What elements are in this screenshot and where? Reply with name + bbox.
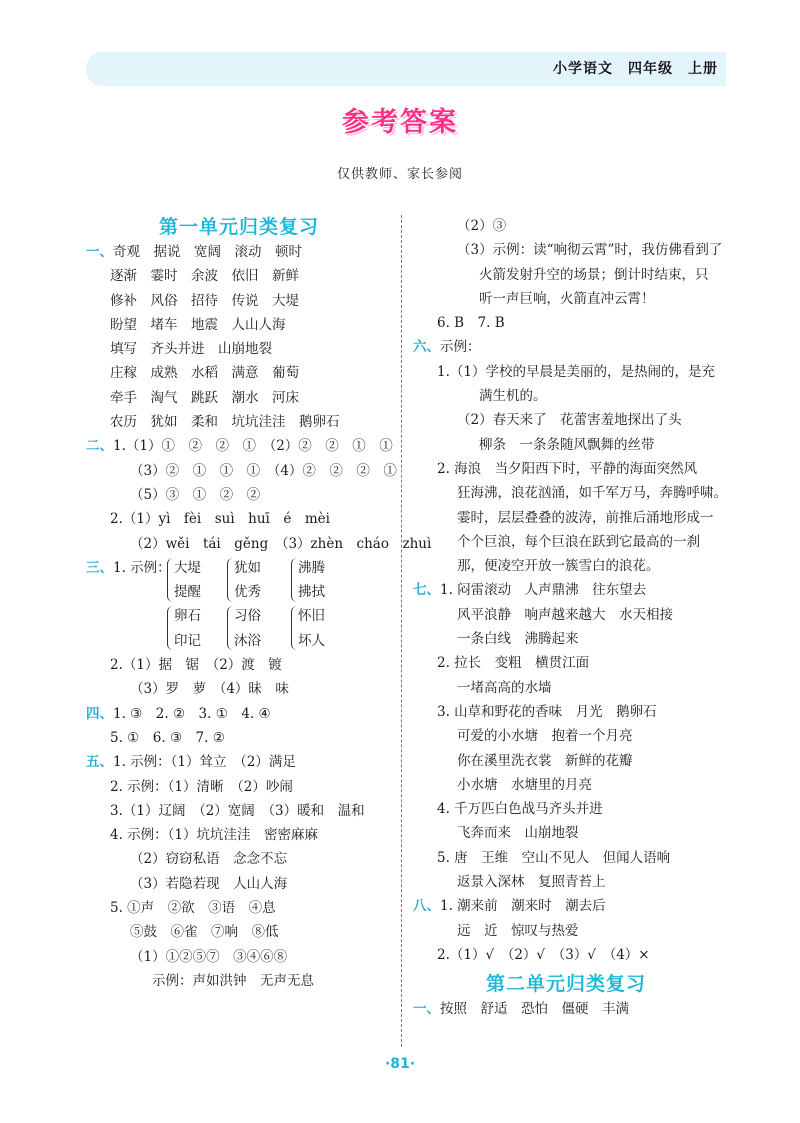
answer-text: 2.（1）据 锯 （2）渡 镀: [110, 657, 282, 674]
answer-line: [413, 894, 719, 918]
answer-line: [86, 775, 392, 799]
answer-text: 示例：声如洪钟 无声无息: [152, 972, 314, 989]
answer-text: 3.（1）辽阔 （2）宽阔 （3）暖和 温和: [110, 802, 365, 819]
answer-line: [86, 896, 392, 920]
answer-line: [413, 214, 719, 238]
answer-text: （2）窃窃私语 念念不忘: [130, 851, 288, 868]
answer-text: 5. 唐 王维 空山不见人 但闻人语响: [437, 849, 671, 866]
answer-text: （2）wěi tái gěng （3）zhèn cháo zhuì: [130, 535, 432, 552]
answer-line: [86, 969, 392, 993]
answer-line: [413, 360, 719, 384]
answer-line: [413, 749, 719, 773]
answer-line: [413, 578, 719, 602]
answer-text: 按照 舒适 恐怕 僵硬 丰满: [440, 1001, 629, 1018]
answer-line: [413, 627, 719, 651]
section-title-unit2: 第二单元归类复习: [485, 973, 646, 996]
answer-text: 农历 犹如 柔和 坑坑洼洼 鹅卵石: [110, 414, 340, 431]
answer-text: （3）若隐若现 人山人海: [130, 875, 288, 892]
left-column: [86, 214, 432, 993]
word-item: 优秀: [234, 584, 261, 601]
answer-text: 逐渐 霎时 余波 依旧 新鲜: [110, 268, 299, 285]
section-label: 一、: [86, 244, 113, 260]
answer-line: [86, 799, 392, 823]
answer-line: [86, 483, 392, 507]
answer-text: （2）春天来了 花蕾害羞地探出了头: [457, 412, 682, 429]
answer-text: 示例：: [440, 339, 481, 356]
answer-text: 火箭发射升空的场景；倒计时结束，只: [479, 266, 709, 283]
answer-text: ⑤鼓 ⑥雀 ⑦响 ⑧低: [130, 924, 279, 941]
section-label: 四、: [86, 705, 113, 722]
answer-text: 1. 潮来前 潮来时 潮去后: [440, 898, 606, 915]
answer-text: 柳条 一条条随风飘舞的丝带: [479, 436, 655, 453]
answer-text: 6. B 7. B: [437, 315, 505, 332]
answer-text: 1. 示例：: [113, 559, 171, 576]
answer-text: （5）③ ① ② ②: [130, 486, 261, 503]
answer-line: [413, 481, 727, 505]
answer-text: 风平浪静 响声越来越大 水天相接: [457, 606, 673, 623]
answer-text: 2.（1）√ （2）√ （3）√ （4）×: [437, 946, 650, 963]
answer-text: （3）示例：读“响彻云霄”时，我仿佛看到了: [457, 242, 723, 259]
brace-mark: [291, 606, 297, 650]
answer-line: [413, 821, 719, 845]
answer-line: [413, 506, 719, 530]
answer-line: [86, 264, 392, 288]
answer-line: [413, 384, 719, 408]
answer-text: 盼望 堵车 地震 人山人海: [110, 316, 286, 333]
answer-line: [86, 459, 397, 483]
answer-line: [86, 945, 392, 969]
answer-line: [86, 847, 392, 871]
word-item: 提醒: [174, 584, 201, 601]
answer-text: 可爱的小水塘 抱着一个月亮: [457, 728, 633, 745]
word-item: 习俗: [234, 608, 261, 625]
section-title-unit1: 第一单元归类复习: [158, 216, 319, 238]
answer-text: 满生机的。: [479, 388, 547, 405]
page-subtitle: 仅供教师、家长参阅: [336, 167, 463, 182]
brace-mark: [227, 558, 233, 602]
section-label: 一、: [413, 1001, 440, 1018]
answer-line: [413, 287, 719, 311]
left-answer-lines: [86, 240, 432, 556]
answer-text: 一堵高高的水墙: [457, 679, 552, 696]
answer-text: 一条白线 沸腾起来: [457, 631, 579, 648]
answer-line: [86, 313, 392, 337]
answer-line: [413, 457, 719, 481]
answer-line: [86, 872, 392, 896]
section-label: 三、: [86, 559, 113, 576]
answer-text: 2. 海浪 当夕阳西下时，平静的海面突然风: [437, 460, 698, 477]
word-item: 犹如: [234, 559, 261, 576]
answer-text: 1. 示例：（1）耸立 （2）满足: [113, 754, 296, 771]
answer-line: [413, 530, 719, 554]
right-answer-lines: [413, 214, 727, 967]
answer-line: [86, 702, 392, 726]
answer-line: [413, 870, 719, 894]
answer-line: [413, 408, 719, 432]
answer-line: [413, 603, 719, 627]
answer-text: 返景入深林 复照青苔上: [457, 874, 606, 891]
answer-line: [413, 311, 719, 335]
answer-text: 庄稼 成熟 水稻 满意 葡萄: [110, 365, 299, 382]
answer-line: [413, 676, 719, 700]
word-item: 沸腾: [298, 559, 325, 576]
answer-text: 霎时，层层叠叠的波涛，前推后涌地形成一: [457, 509, 714, 526]
answer-text: 修补 风俗 招待 传说 大堤: [110, 292, 299, 309]
answer-text: 奇观 据说 宽阔 滚动 顿时: [113, 244, 302, 260]
answer-text: 远 近 惊叹与热爱: [457, 922, 579, 939]
answer-line: [413, 238, 723, 262]
word-item: 大堤: [174, 559, 201, 576]
answer-text: 4. 千万匹白色战马齐头并进: [437, 801, 603, 818]
word-item: 怀旧: [298, 608, 325, 625]
answer-line: [413, 724, 719, 748]
answer-text: （3）② ① ① ① （4）② ② ② ①: [130, 462, 397, 479]
answer-line: [86, 532, 432, 556]
brace-mark: [291, 558, 297, 602]
word-item: 沐浴: [234, 632, 261, 649]
answer-text: 填写 齐头并进 山崩地裂: [110, 341, 272, 358]
answer-line: [413, 943, 719, 967]
answer-line: [86, 726, 392, 750]
answer-text: 2. 示例：（1）清晰 （2）吵闹: [110, 778, 293, 795]
answer-line: [86, 507, 392, 531]
left-answer-lines-2: [86, 653, 392, 993]
answer-text: 飞奔而来 山崩地裂: [457, 825, 579, 842]
answer-text: （3）罗 萝 （4）昧 味: [130, 681, 289, 698]
word-item: 卵石: [174, 608, 201, 625]
section-label: 五、: [86, 754, 113, 771]
answer-line: [413, 433, 719, 457]
section-label: 八、: [413, 898, 440, 915]
answer-line: [413, 554, 719, 578]
answer-line: [413, 919, 719, 943]
book-info: 小学语文 四年级 上册: [553, 61, 718, 77]
answer-line: [86, 289, 392, 313]
brace-mark: [167, 606, 173, 650]
answer-text: 个个巨浪，每个巨浪在跃到它最高的一刹: [457, 533, 700, 550]
answer-text: 1.（1）学校的早晨是美丽的，是热闹的，是充: [437, 363, 715, 380]
answer-line: [86, 750, 392, 774]
right-column: [413, 214, 727, 1022]
word-item: 印记: [174, 632, 201, 649]
answer-line: [86, 361, 392, 385]
word-pair-group: [86, 556, 392, 605]
answer-line: [86, 240, 392, 264]
answer-text: 小水塘 水塘里的月亮: [457, 776, 592, 793]
answer-text: 5. ①声 ②欲 ③语 ④息: [110, 900, 276, 917]
section-label: 六、: [413, 339, 440, 356]
answer-text: 2. 拉长 变粗 横贯江面: [437, 655, 590, 672]
answer-line: [86, 410, 392, 434]
word-pair-group: [86, 604, 392, 653]
answer-line: [86, 823, 392, 847]
page-number: ·81·: [384, 1056, 416, 1072]
answer-text: （2）③: [457, 218, 507, 234]
word-item: 拂拭: [298, 584, 325, 601]
page-title: 参考答案: [342, 107, 458, 138]
answer-line: [413, 997, 719, 1021]
answer-text: 牵手 淘气 跳跃 潮水 河床: [110, 389, 299, 406]
answer-text: 听一声巨响，火箭直冲云霄！: [479, 290, 655, 307]
section-label: 七、: [413, 582, 440, 599]
answer-text: 2.（1）yì fèi suì huī é mèi: [110, 511, 330, 528]
answer-line: [413, 846, 719, 870]
answer-line: [86, 920, 392, 944]
answer-text: 你在溪里洗衣裳 新鲜的花瓣: [457, 752, 633, 769]
answer-line: [413, 651, 719, 675]
brace-mark: [167, 558, 173, 602]
answer-line: [86, 677, 392, 701]
answer-text: （1）①②⑤⑦ ③④⑥⑧: [130, 948, 288, 965]
answer-text: 3. 山草和野花的香味 月光 鹅卵石: [437, 703, 657, 720]
answer-line: [86, 434, 392, 458]
brace-mark: [227, 606, 233, 650]
answer-text: 1. 闷雷滚动 人声鼎沸 往东望去: [440, 582, 647, 599]
answer-text: 4. 示例：（1）坑坑洼洼 密密麻麻: [110, 827, 319, 844]
column-divider: [401, 215, 402, 1047]
answer-line: [86, 653, 392, 677]
answer-text: 1.（1）① ② ② ① （2）② ② ① ①: [113, 438, 393, 455]
answer-line: [413, 335, 719, 359]
answer-text: 那，便凌空开放一簇雪白的浪花。: [457, 558, 660, 575]
section-label: 二、: [86, 438, 113, 455]
answer-line: [413, 263, 719, 287]
answer-line: [413, 773, 719, 797]
answer-line: [86, 386, 392, 410]
answer-line: [413, 797, 719, 821]
answer-text: 狂海沸，浪花汹涌，如千军万马，奔腾呼啸。: [457, 485, 727, 502]
answer-text: 5. ① 6. ③ 7. ②: [110, 729, 225, 746]
answer-line: [413, 700, 719, 724]
answer-text: 1. ③ 2. ② 3. ① 4. ④: [113, 705, 271, 722]
answer-line: [86, 337, 392, 361]
word-item: 坏人: [298, 632, 325, 649]
